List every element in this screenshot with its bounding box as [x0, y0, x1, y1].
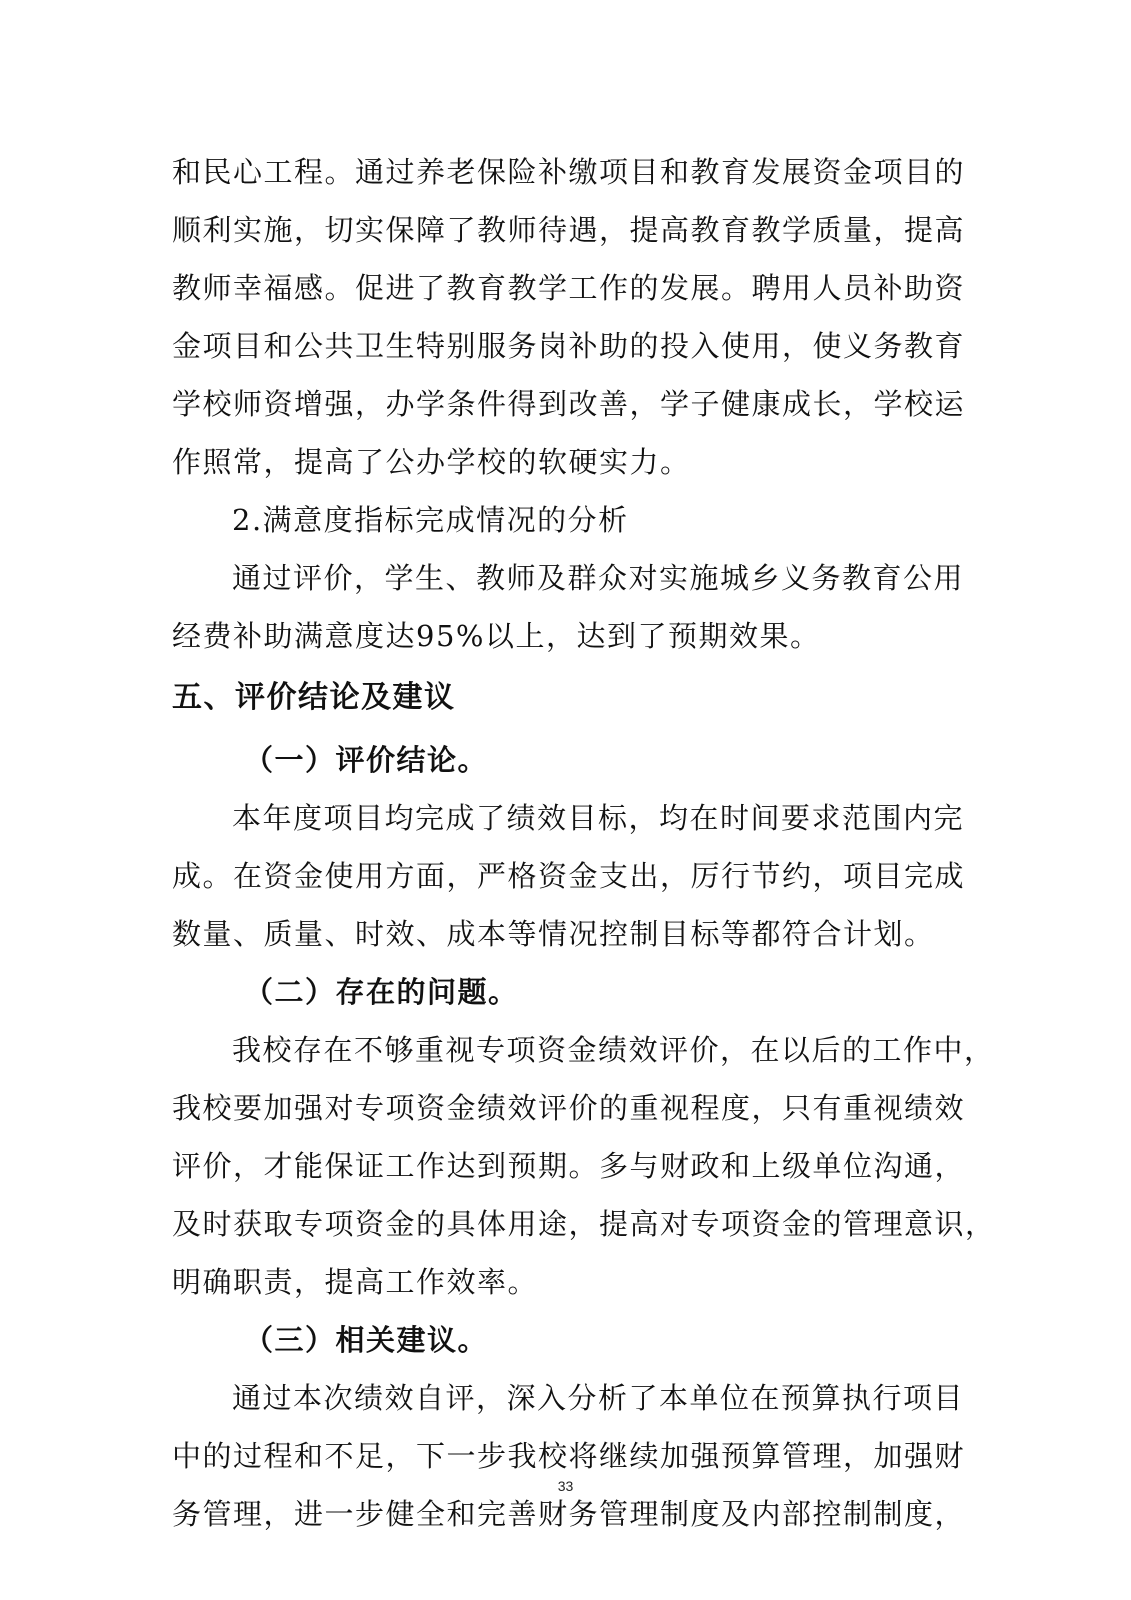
page-number: 33: [557, 1478, 574, 1494]
body-line: 我校要加强对专项资金绩效评价的重视程度，只有重视绩效: [172, 1091, 966, 1125]
paragraph-first-line: 本年度项目均完成了绩效目标，均在时间要求范围内完: [232, 801, 965, 835]
body-line: 明确职责，提高工作效率。: [172, 1265, 539, 1299]
body-line: 成。在资金使用方面，严格资金支出，厉行节约，项目完成: [172, 859, 966, 893]
body-line: 及时获取专项资金的具体用途，提高对专项资金的管理意识，: [172, 1207, 996, 1241]
body-line: 顺利实施，切实保障了教师待遇，提高教育教学质量，提高: [172, 213, 966, 247]
body-line: 评价，才能保证工作达到预期。多与财政和上级单位沟通，: [172, 1149, 966, 1183]
paragraph-first-line: 通过评价，学生、教师及群众对实施城乡义务教育公用: [232, 561, 965, 595]
body-line: 金项目和公共卫生特别服务岗补助的投入使用，使义务教育: [172, 329, 966, 363]
body-line: 和民心工程。通过养老保险补缴项目和教育发展资金项目的: [172, 155, 966, 189]
sub-heading: （二）存在的问题。: [244, 975, 519, 1009]
body-line: 作照常，提高了公办学校的软硬实力。: [172, 445, 691, 479]
body-line: 中的过程和不足，下一步我校将继续加强预算管理，加强财: [172, 1439, 966, 1473]
body-line: 经费补助满意度达95%以上，达到了预期效果。: [172, 619, 821, 653]
subsection-title: 2.满意度指标完成情况的分析: [232, 503, 629, 537]
page-body: [172, 143, 996, 1543]
body-line: 学校师资增强，办学条件得到改善，学子健康成长，学校运: [172, 387, 966, 421]
body-line: 教师幸福感。促进了教育教学工作的发展。聘用人员补助资: [172, 271, 966, 305]
sub-heading: （一）评价结论。: [244, 743, 489, 777]
paragraph-first-line: 通过本次绩效自评，深入分析了本单位在预算执行项目: [232, 1381, 965, 1415]
body-line: 务管理，进一步健全和完善财务管理制度及内部控制制度，: [172, 1497, 966, 1531]
sub-heading: （三）相关建议。: [244, 1323, 489, 1357]
body-line: 数量、质量、时效、成本等情况控制目标等都符合计划。: [172, 917, 935, 951]
paragraph-first-line: 我校存在不够重视专项资金绩效评价，在以后的工作中，: [232, 1033, 995, 1067]
section-heading: 五、评价结论及建议: [172, 680, 456, 715]
